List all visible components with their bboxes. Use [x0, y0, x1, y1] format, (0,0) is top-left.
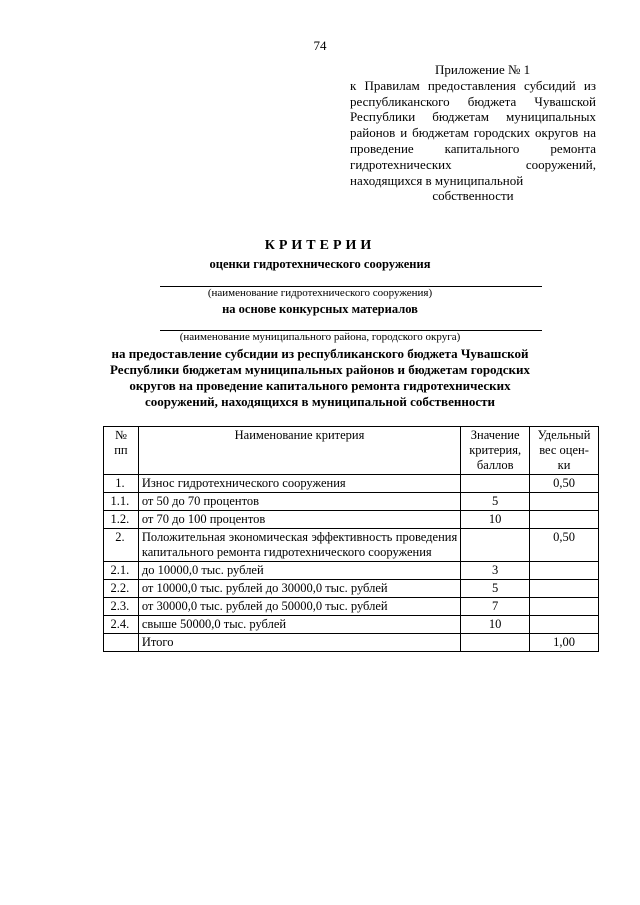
row-weight [530, 598, 599, 616]
row-num: 2. [104, 529, 139, 562]
row-name: от 50 до 70 процентов [138, 493, 460, 511]
table-row [104, 562, 599, 580]
table-header-row [104, 427, 599, 475]
table-row [104, 616, 599, 634]
appendix-title: Приложение № 1 [435, 62, 531, 77]
table-row [104, 580, 599, 598]
table-total-row [104, 634, 599, 652]
row-value [461, 634, 530, 652]
table-row [104, 475, 599, 493]
row-value: 3 [461, 562, 530, 580]
header-num: № пп [104, 427, 139, 475]
document-heading: КРИТЕРИИ [264, 238, 376, 253]
appendix-body: к Правилам предоставления субсидий из республиканского бюджета Чувашской Республики бюджетам муниципальных районов и бюджетам городских округов на проведение капитального ремонта гидротехнических сооружений, находящихся в муниципальной [350, 77, 596, 188]
row-num: 2.1. [104, 562, 139, 580]
table-row [104, 493, 599, 511]
row-name: от 70 до 100 процентов [138, 511, 460, 529]
table-row [104, 529, 599, 562]
row-num: 2.3. [104, 598, 139, 616]
table-row [104, 511, 599, 529]
header-value: Значение критерия, баллов [461, 427, 530, 475]
row-weight [530, 562, 599, 580]
page-number: 74 [313, 38, 327, 53]
row-name: свыше 50000,0 тыс. рублей [138, 616, 460, 634]
row-weight [530, 580, 599, 598]
row-num: 1. [104, 475, 139, 493]
table-row [104, 598, 599, 616]
row-name: от 30000,0 тыс. рублей до 50000,0 тыс. рублей [138, 598, 460, 616]
row-name: от 10000,0 тыс. рублей до 30000,0 тыс. рублей [138, 580, 460, 598]
row-num: 2.2. [104, 580, 139, 598]
row-value: 5 [461, 580, 530, 598]
row-value: 5 [461, 493, 530, 511]
row-value [461, 475, 530, 493]
row-name: до 10000,0 тыс. рублей [138, 562, 460, 580]
row-name: Положительная экономическая эффективность проведения капитального ремонта гидротехнического сооружения [138, 529, 460, 562]
row-value: 10 [461, 511, 530, 529]
row-weight: 0,50 [530, 475, 599, 493]
row-num: 1.1. [104, 493, 139, 511]
criteria-table [103, 426, 599, 652]
document-subheading: оценки гидротехнического сооружения [209, 257, 431, 271]
row-weight [530, 616, 599, 634]
row-name: Износ гидротехнического сооружения [138, 475, 460, 493]
row-num [104, 634, 139, 652]
appendix-block [350, 62, 596, 204]
row-num: 2.4. [104, 616, 139, 634]
purpose-text: на предоставление субсидии из республиканского бюджета Чувашской Республики бюджетам муниципальных районов и бюджетам городских округов на проведение капитального ремонта гидротехнических сооружений, находящихся в муниципальной собственности [110, 346, 530, 409]
row-weight: 1,00 [530, 634, 599, 652]
header-name: Наименование критерия [138, 427, 460, 475]
row-weight [530, 511, 599, 529]
row-value: 7 [461, 598, 530, 616]
row-num: 1.2. [104, 511, 139, 529]
row-value [461, 529, 530, 562]
row-weight [530, 493, 599, 511]
header-weight: Удельный вес оцен-ки [530, 427, 599, 475]
basis-line: на основе конкурсных материалов [222, 302, 418, 316]
municipality-name-caption: (наименование муниципального района, городского округа) [179, 331, 461, 343]
structure-name-caption: (наименование гидротехнического сооружения) [207, 287, 433, 299]
row-weight: 0,50 [530, 529, 599, 562]
row-value: 10 [461, 616, 530, 634]
row-name: Итого [138, 634, 460, 652]
appendix-last-line: собственности [432, 188, 514, 204]
